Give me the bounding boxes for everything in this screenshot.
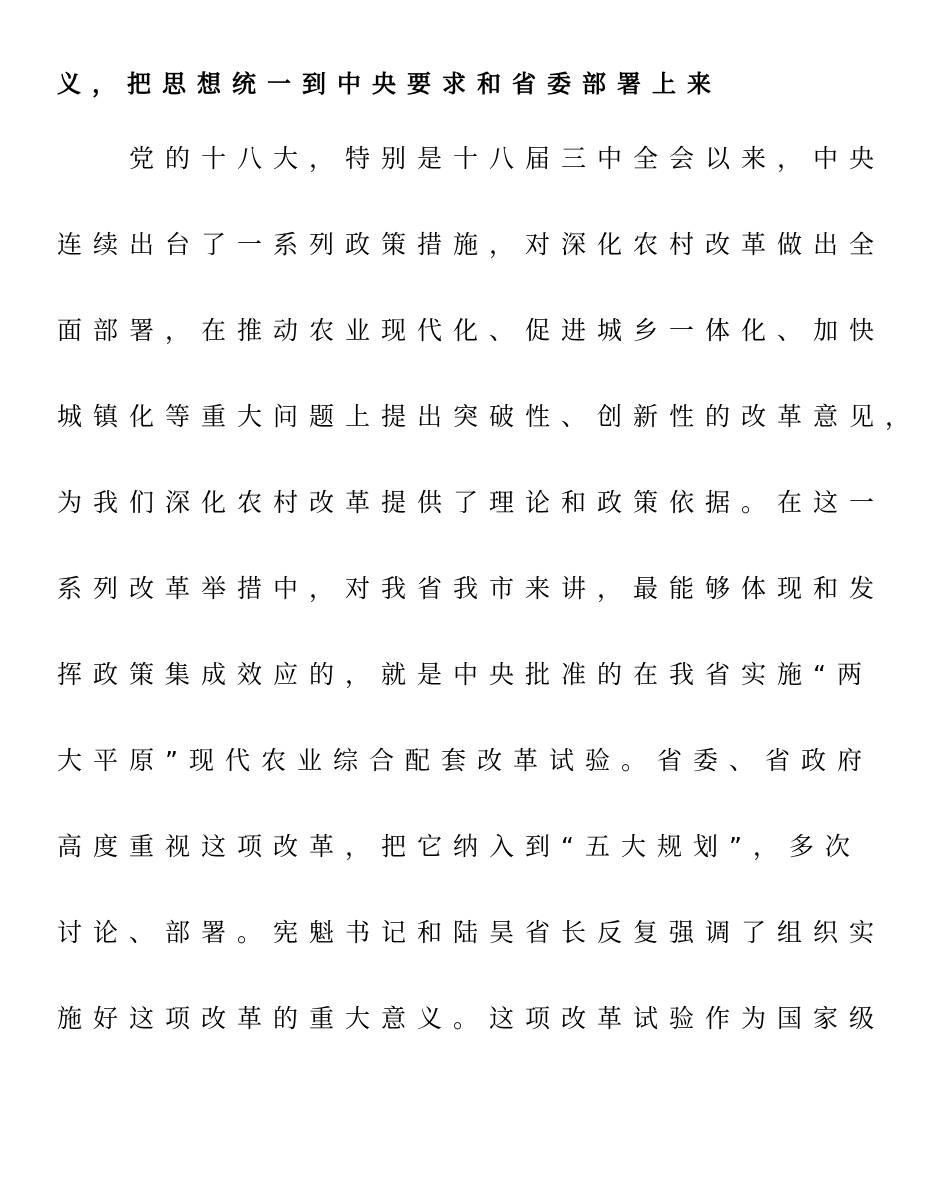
paragraph-line-3: 面部署，在推动农业现代化、促进城乡一体化、加快 xyxy=(57,316,886,345)
paragraph-line-11: 施好这项改革的重大意义。这项改革试验作为国家级 xyxy=(57,1004,886,1033)
paragraph-line-8: 大平原”现代农业综合配套改革试验。省委、省政府 xyxy=(57,746,873,775)
paragraph-line-9: 高度重视这项改革，把它纳入到“五大规划”，多次 xyxy=(57,832,861,861)
paragraph-line-6: 系列改革举措中，对我省我市来讲，最能够体现和发 xyxy=(57,574,886,603)
paragraph-line-5: 为我们深化农村改革提供了理论和政策依据。在这一 xyxy=(57,488,886,517)
paragraph-line-10: 讨论、部署。宪魁书记和陆昊省长反复强调了组织实 xyxy=(57,918,886,947)
section-heading: 义，把思想统一到中央要求和省委部署上来 xyxy=(57,70,722,98)
paragraph-line-2: 连续出台了一系列政策措施，对深化农村改革做出全 xyxy=(57,230,886,259)
paragraph-line-7: 挥政策集成效应的，就是中央批准的在我省实施“两 xyxy=(57,660,873,689)
paragraph-line-4: 城镇化等重大问题上提出突破性、创新性的改革意见， xyxy=(57,402,922,431)
paragraph-line-1: 党的十八大，特别是十八届三中全会以来，中央 xyxy=(57,144,886,173)
